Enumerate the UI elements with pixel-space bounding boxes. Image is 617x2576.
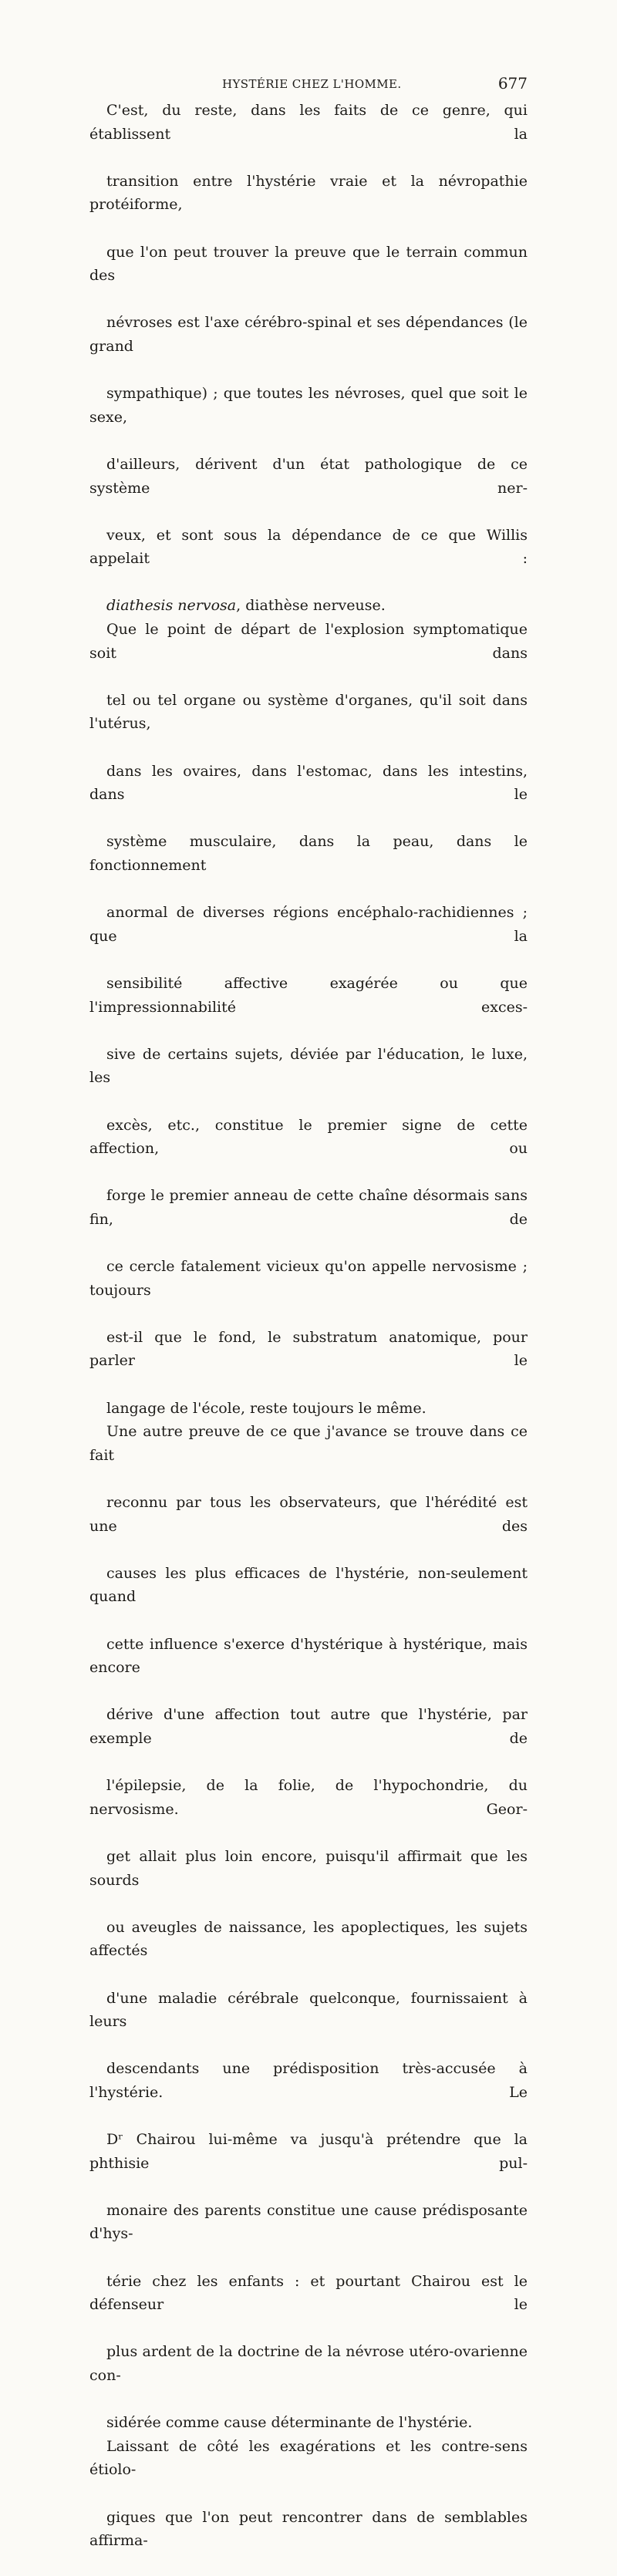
text-line: langage de l'école, reste toujours le même. — [106, 1399, 427, 1417]
text-line: Dʳ Chairou lui-même va jusqu'à prétendre que la phthisie pul- — [89, 2131, 528, 2172]
text-line: d'une maladie cérébrale quelconque, fournissaient à leurs — [89, 1989, 528, 2031]
text-line: système musculaire, dans la peau, dans le fonctionnement — [89, 833, 528, 874]
text-line: reconnu par tous les observateurs, que l'hérédité est une des — [89, 1494, 528, 1535]
text-line: cette influence s'exerce d'hystérique à hystérique, mais encore — [89, 1635, 528, 1677]
text-line: sidérée comme cause déterminante de l'hystérie. — [106, 2414, 473, 2432]
text-line: transition entre l'hystérie vraie et la névropathie protéiforme, — [89, 172, 528, 214]
text-line: excès, etc., constitue le premier signe de cette affection, ou — [89, 1116, 528, 1158]
text-line: sensibilité affective exagérée ou que l'impressionnabilité exces- — [89, 974, 528, 1016]
running-title: HYSTÉRIE CHEZ L'HOMME. — [222, 77, 402, 91]
text-line: causes les plus efficaces de l'hystérie, non-seulement quand — [89, 1564, 528, 1606]
text-line: ou aveugles de naissance, les apoplectiques, les sujets affectés — [89, 1918, 528, 1960]
page-header — [89, 74, 528, 97]
text-line: l'épilepsie, de la folie, de l'hypochondrie, du nervosisme. Geor- — [89, 1777, 528, 1818]
text-line: Une autre preuve de ce que j'avance se trouve dans ce fait — [89, 1423, 528, 1464]
text-line: anormal de diverses régions encéphalo-rachidiennes ; que la — [89, 904, 528, 945]
text-line: Que le point de départ de l'explosion symptomatique soit dans — [89, 621, 528, 662]
text-line: C'est, du reste, dans les faits de ce genre, qui établissent la — [89, 102, 528, 143]
text-line: ce cercle fatalement vicieux qu'on appelle nervosisme ; toujours — [89, 1258, 528, 1299]
paragraph — [89, 1420, 528, 2435]
text-line: est-il que le fond, le substratum anatomique, pour parler le — [89, 1328, 528, 1370]
text-line: plus ardent de la doctrine de la névrose utéro-ovarienne con- — [89, 2343, 528, 2384]
paragraph — [89, 99, 528, 618]
text-line: diathesis nervosa, diathèse nerveuse. — [106, 597, 386, 615]
text-line: veux, et sont sous la dépendance de ce que Willis appelait : — [89, 526, 528, 568]
text-line: d'ailleurs, dérivent d'un état pathologique de ce système ner- — [89, 455, 528, 497]
paragraph — [89, 2435, 528, 2576]
text-line: que l'on peut trouver la preuve que le terrain commun des — [89, 243, 528, 285]
text-line: térie chez les enfants : et pourtant Chairou est le défenseur le — [89, 2272, 528, 2314]
text-line: giques que l'on peut rencontrer dans de semblables affirma- — [89, 2508, 528, 2550]
text-line: forge le premier anneau de cette chaîne désormais sans fin, de — [89, 1187, 528, 1228]
text-line: tel ou tel organe ou système d'organes, qu'il soit dans l'utérus, — [89, 691, 528, 733]
paragraph — [89, 618, 528, 1420]
text-line: dérive d'une affection tout autre que l'hystérie, par exemple de — [89, 1706, 528, 1747]
body-text — [89, 99, 528, 2576]
text-line: monaire des parents constitue une cause prédisposante d'hys- — [89, 2201, 528, 2243]
text-line: sive de certains sujets, déviée par l'éducation, le luxe, les — [89, 1045, 528, 1087]
text-line: dans les ovaires, dans l'estomac, dans les intestins, dans le — [89, 762, 528, 804]
text-line: get allait plus loin encore, puisqu'il affirmait que les sourds — [89, 1847, 528, 1889]
page-number: 677 — [497, 74, 528, 93]
text-line: névroses est l'axe cérébro-spinal et ses dépendances (le grand — [89, 314, 528, 355]
text-line: descendants une prédisposition très-accusée à l'hystérie. Le — [89, 2060, 528, 2101]
text-line: Laissant de côté les exagérations et les contre-sens étiolo- — [89, 2437, 528, 2479]
text-line: sympathique) ; que toutes les névroses, quel que soit le sexe, — [89, 385, 528, 426]
